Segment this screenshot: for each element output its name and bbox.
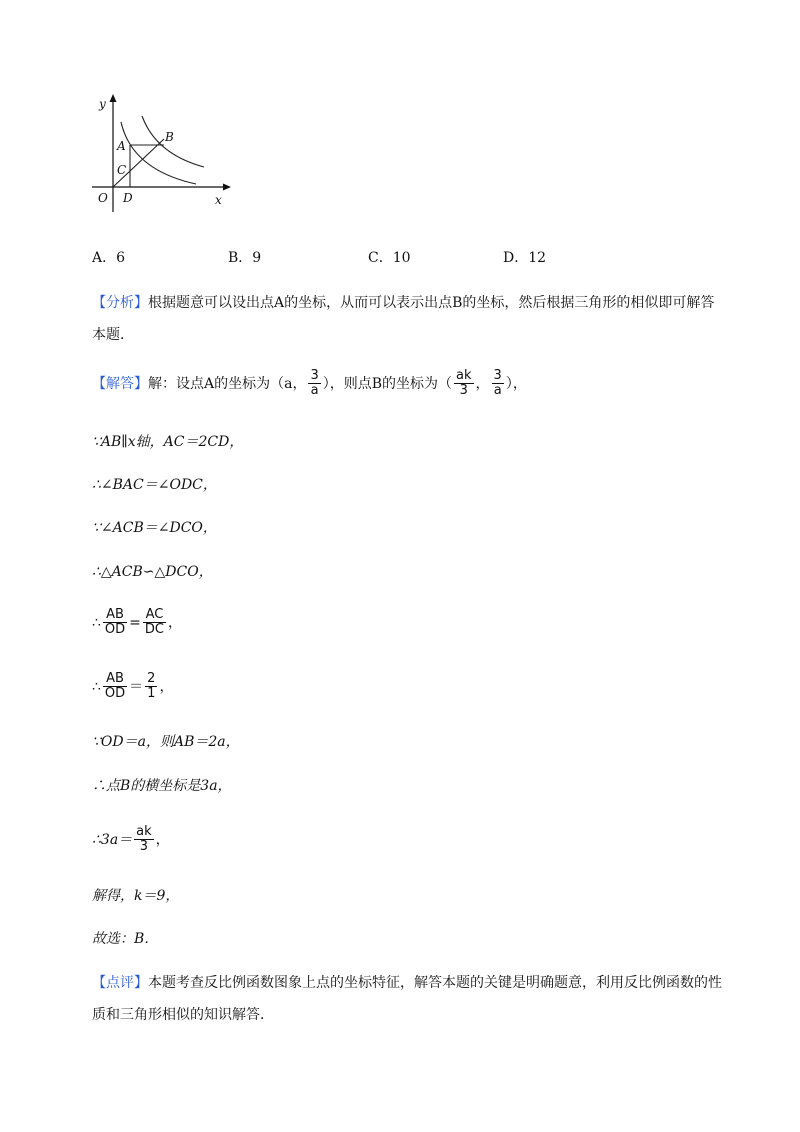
inner-hyperbola	[121, 122, 196, 184]
analysis-text-2: 本题．	[92, 327, 134, 343]
analysis-line-2	[92, 325, 134, 345]
step-11: 故选：B．	[92, 931, 159, 947]
step-10: 解得，k＝9，	[92, 888, 180, 904]
solution-tag: 【解答】	[92, 375, 148, 392]
step-3: ∵∠ACB＝∠DCO，	[92, 520, 217, 536]
label-c: C	[117, 163, 127, 177]
x-axis-arrow	[223, 184, 231, 191]
label-o: O	[98, 191, 108, 205]
analysis-tag: 【分析】	[92, 295, 148, 311]
analysis-text-1: 根据题意可以设出点A的坐标，从而可以表示出点B的坐标，然后根据三角形的相似即可解答	[148, 295, 715, 311]
option-a-value: 6	[116, 250, 126, 266]
option-b-value: 9	[252, 250, 262, 266]
review-line-1	[92, 973, 722, 993]
option-a-letter: A．	[92, 250, 117, 266]
step-5-prefix: ∴	[92, 614, 101, 631]
fraction-2-1: $\frac{2}{1}$	[147, 671, 156, 702]
y-axis-arrow	[110, 94, 117, 102]
step-6-eq: ＝	[129, 678, 144, 695]
option-d	[503, 248, 546, 268]
step-9-end: ，	[155, 831, 170, 848]
fraction-ak-over-3-2: $\frac{ak}{3}$	[136, 824, 152, 855]
coordinate-figure	[92, 92, 242, 217]
step-4: ∴△ACB∽△DCO，	[92, 564, 213, 580]
step-9	[92, 825, 170, 855]
step-8: ∴点B的横坐标是3a，	[92, 778, 232, 794]
label-b: B	[165, 130, 174, 144]
label-y: y	[99, 97, 106, 111]
step-6-end: ，	[159, 678, 174, 695]
step-5-end: ，	[168, 614, 182, 631]
option-d-letter: D．	[503, 250, 529, 266]
fraction-3-over-a: $\frac{3}{a}$	[310, 368, 319, 399]
solution-end-text: ），	[505, 375, 527, 392]
analysis-line-1	[92, 293, 714, 313]
option-b	[228, 248, 261, 268]
step-5-eq: =	[129, 614, 141, 631]
option-c-value: 10	[392, 250, 411, 266]
fraction-ab-od: $\frac{AB}{OD}$	[104, 607, 126, 638]
fraction-3-over-a-2: $\frac{3}{a}$	[493, 368, 502, 399]
review-line-2	[92, 1005, 274, 1025]
option-c-letter: C．	[368, 250, 393, 266]
fraction-ab-od-2: $\frac{AB}{OD}$	[104, 671, 126, 702]
option-b-letter: B．	[228, 250, 253, 266]
step-6-prefix: ∴	[92, 678, 101, 695]
option-a	[92, 248, 125, 268]
review-text-2: 质和三角形相似的知识解答．	[92, 1007, 274, 1023]
step-9-prefix: ∴3a＝	[92, 831, 133, 848]
solution-intro-text: 解：设点A的坐标为（a，	[148, 375, 307, 392]
label-a: A	[117, 139, 126, 153]
solution-intro	[92, 369, 527, 399]
option-c	[368, 248, 411, 268]
option-d-value: 12	[528, 250, 547, 266]
step-1: ∵AB∥x轴，AC＝2CD，	[92, 434, 244, 450]
step-7: ∵OD＝a，则AB＝2a，	[92, 734, 240, 750]
step-5	[92, 608, 182, 638]
label-d: D	[123, 191, 133, 205]
step-2: ∴∠BAC＝∠ODC，	[92, 477, 217, 493]
fraction-ak-over-3: $\frac{ak}{3}$	[456, 368, 472, 399]
review-tag: 【点评】	[92, 975, 148, 991]
solution-mid-text: ），则点B的坐标为（	[322, 375, 453, 392]
step-6	[92, 672, 173, 702]
fraction-ac-dc: $\frac{AC}{DC}$	[144, 607, 164, 638]
review-text-1: 本题考查反比例函数图象上点的坐标特征，解答本题的关键是明确题意，利用反比例函数的性	[148, 975, 722, 991]
solution-sep: ，	[475, 375, 490, 392]
label-x: x	[215, 193, 222, 207]
